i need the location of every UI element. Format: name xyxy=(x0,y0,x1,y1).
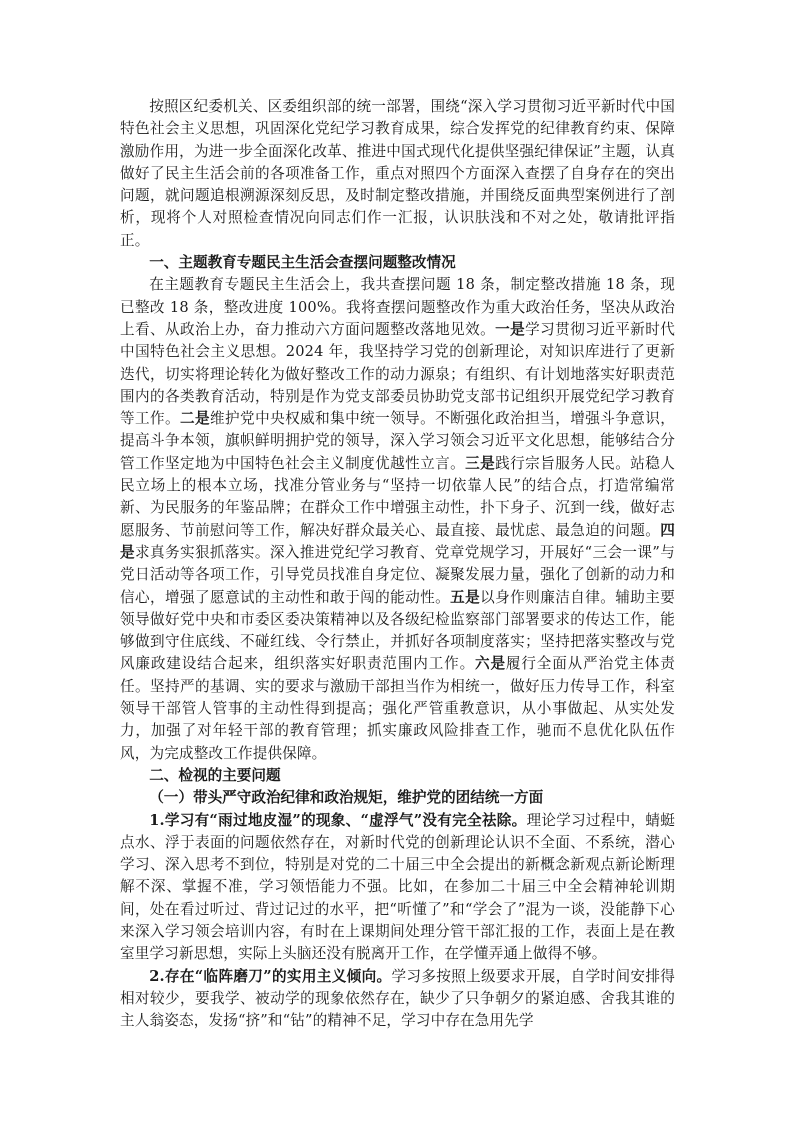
point-2-text: 维护党中央权威和集中统一领导。不断强化政治担当，增强斗争意识，提高斗争本领，旗帜鲜明拥护党的领导，深入学习领会习近平文化思想，能够结合分管工作坚定地为中国特色社会主义制度优越性立言。 xyxy=(120,410,675,472)
point-4-keyword: 四是 xyxy=(120,521,675,561)
section-1-paragraph xyxy=(120,274,675,765)
point-4-text: 求真务实狠抓落实。深入推进党纪学习教育、党章党规学习，开展好“三会一课”与党日活动等各项工作，引导党员找准自身定位、凝聚发展力量，强化了创新的动力和信心，增强了愿意试的主动性和敢于闯的能动性。 xyxy=(120,543,675,606)
point-3-keyword: 三是 xyxy=(465,454,496,472)
point-6-keyword: 六是 xyxy=(475,655,506,673)
section-1-heading: 一、主题教育专题民主生活会查摆问题整改情况 xyxy=(149,254,456,272)
point-5-text: 以身作则廉洁自律。辅助主要领导做好党中央和市委区委决策精神以及各级纪检监察部门部署要求的传达工作，能够做到守住底线、不碰红线、令行禁止，并抓好各项制度落实；坚持把落实整改与党风廉政建设结合起来，组织落实好职责范围内工作。 xyxy=(120,588,675,673)
problem-item-1 xyxy=(120,810,675,966)
intro-paragraph: 按照区纪委机关、区委组织部的统一部署，围绕“深入学习贯彻习近平新时代中国特色社会主义思想，巩固深化党纪学习教育成果，综合发挥党的纪律教育约束、保障激励作用，为进一步全面深化改革、推进中国式现代化提供坚强纪律保证”主题，认真做好了民主生活会前的各项准备工作，重点对照四个方面深入查摆了自身存在的突出问题，就问题追根溯源深刻反思，及时制定整改措施，并围绕反面典型案例进行了剖析，现将个人对照检查情况向同志们作一汇报，认识肤浅和不对之处，敬请批评指正。 xyxy=(120,98,675,249)
point-1-text: 学习贯彻习近平新时代中国特色社会主义思想。2024 年，我坚持学习党的创新理论，对知识库进行了更新迭代，切实将理论转化为做好整改工作的动力源泉；有组织、有计划地落实好职责范围内的各类教育活动，特别是作为党支部委员协助党支部书记组织开展党纪学习教育等工作。 xyxy=(120,320,675,428)
problem-item-2-title: 2.存在“临阵磨刀”的实用主义倾向。 xyxy=(149,967,392,985)
problem-item-2 xyxy=(120,966,675,1033)
point-5-keyword: 五是 xyxy=(450,588,481,606)
point-2-keyword: 二是 xyxy=(180,410,211,428)
point-3-text: 践行宗旨服务人民。站稳人民立场上的根本立场，找准分管业务与“坚持一切依靠人民”的结合点，打造常编常新、为民服务的年鉴品牌；在群众工作中增强主动性，扑下身子、沉到一线，做好志愿服务、节前慰问等工作，解决好群众最关心、最直接、最忧虑、最急迫的问题。 xyxy=(120,454,675,539)
point-6-text: 履行全面从严治党主体责任。坚持严的基调、实的要求与激励干部担当作为相统一，做好压力传导工作，科室领导干部管人管事的主动性得到提高；强化严管重教意识，从小事做起、从实处发力，加强了对年轻干部的教育管理；抓实廉政风险排查工作，驰而不息优化队伍作风，为完成整改工作提供保障。 xyxy=(120,655,675,762)
section-2-subheading-1: （一）带头严守政治纪律和政治规矩，维护党的团结统一方面 xyxy=(149,789,544,807)
point-1-keyword: 一是 xyxy=(495,320,526,338)
section-1-lead-text: 在主题教育专题民主生活会上，我共查摆问题 18 条，制定整改措施 18 条，现已整改 18 条，整改进度 100%。我将查摆问题整改作为重大政治任务，坚决从政治上看、从政治上办，奋力推动六方面问题整改落地见效。 xyxy=(120,276,675,338)
problem-item-2-text: 学习多按照上级要求开展，自学时间安排得相对较少，要我学、被动学的现象依然存在，缺少了只争朝夕的紧迫感、舍我其谁的主人翁姿态，发扬“挤”和“钻”的精神不足，学习中存在急用先学 xyxy=(120,967,675,1030)
section-2-heading: 二、检视的主要问题 xyxy=(149,766,281,784)
problem-item-1-title: 1.学习有“雨过地皮湿”的现象、“虚浮气”没有完全祛除。 xyxy=(149,811,527,829)
problem-item-1-text: 理论学习过程中，蜻蜓点水、浮于表面的问题依然存在，对新时代党的创新理论认识不全面、不系统，潜心学习、深入思考不到位，特别是对党的二十届三中全会提出的新概念新观点新论断理解不深、掌握不准，学习领悟能力不强。比如，在参加二十届三中全会精神轮训期间，处在看过听过、背过记过的水平，把“听懂了”和“学会了”混为一谈，没能静下心来深入学习领会培训内容，有时在上课期间处理分管干部汇报的工作，表面上是在教室里学习新思想，实际上头脑还没有脱离开工作，在学懂弄通上做得不够。 xyxy=(120,811,675,963)
